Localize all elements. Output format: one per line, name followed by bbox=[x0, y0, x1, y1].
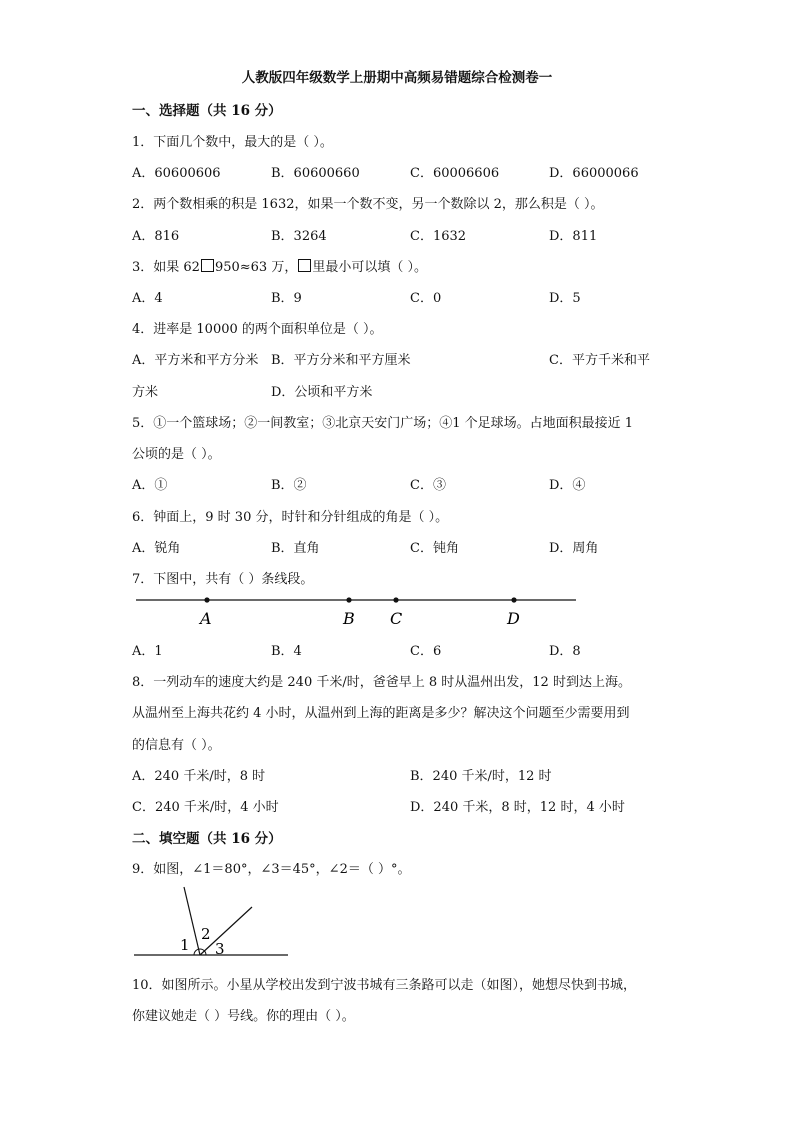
q3-text-part2: 950≈63 万， bbox=[214, 260, 298, 275]
q4-option-a: A．平方米和平方分米 bbox=[132, 353, 259, 368]
blank-box-icon bbox=[201, 259, 214, 272]
q3-text-part3: 里最小可以填（ ）。 bbox=[312, 260, 427, 275]
point-d-label: D bbox=[507, 609, 520, 628]
q7-option-b: B．4 bbox=[271, 644, 302, 659]
q7-option-a: A．1 bbox=[132, 644, 163, 659]
q7-option-d: D．8 bbox=[549, 644, 581, 659]
q6-option-b: B．直角 bbox=[271, 541, 320, 556]
q2-option-a: A．816 bbox=[132, 229, 180, 244]
point-b-dot bbox=[346, 597, 351, 602]
point-c-label: C bbox=[390, 609, 403, 628]
q5-option-b: B．② bbox=[271, 478, 307, 493]
q2-option-d: D．811 bbox=[549, 229, 598, 244]
question-7: 7．下图中，共有（ ）条线段。 bbox=[132, 572, 314, 587]
question-10-line1: 10．如图所示。小星从学校出发到宁波书城有三条路可以走（如图），她想尽快到书城， bbox=[132, 978, 637, 993]
q6-option-a: A．锐角 bbox=[132, 541, 181, 556]
question-5-line1: 5．①一个篮球场；②一间教室；③北京天安门广场；④1 个足球场。占地面积最接近 1 bbox=[132, 416, 634, 431]
q2-option-c: C．1632 bbox=[410, 229, 467, 244]
q7-option-c: C．6 bbox=[410, 644, 442, 659]
question-9: 9．如图，∠1＝80°，∠3＝45°，∠2＝（ ）°。 bbox=[132, 862, 411, 877]
q8-option-c: C．240 千米/时，4 小时 bbox=[132, 800, 279, 815]
question-2: 2．两个数相乘的积是 1632，如果一个数不变，另一个数除以 2，那么积是（ ）。 bbox=[132, 197, 604, 212]
point-a-dot bbox=[204, 597, 209, 602]
q3-option-d: D．5 bbox=[549, 291, 581, 306]
question-8-line1: 8．一列动车的速度大约是 240 千米/时，爸爸早上 8 时从温州出发，12 时到达上海。 bbox=[132, 675, 631, 690]
angle-2-label: 2 bbox=[201, 925, 211, 943]
q8-option-b: B．240 千米/时，12 时 bbox=[410, 769, 552, 784]
question-4: 4．进率是 10000 的两个面积单位是（ ）。 bbox=[132, 322, 383, 337]
q5-option-d: D．④ bbox=[549, 478, 586, 493]
q3-option-c: C．0 bbox=[410, 291, 442, 306]
question-6: 6．钟面上，9 时 30 分，时针和分针组成的角是（ ）。 bbox=[132, 510, 449, 525]
blank-box-icon bbox=[298, 259, 311, 272]
q2-option-b: B．3264 bbox=[271, 229, 327, 244]
q4-option-c: C．平方千米和平 bbox=[549, 353, 650, 368]
q4-option-c-wrap: 方米 bbox=[132, 385, 159, 400]
point-a-label: A bbox=[200, 609, 212, 628]
q3-option-b: B．9 bbox=[271, 291, 302, 306]
q8-option-d: D．240 千米，8 时，12 时，4 小时 bbox=[410, 800, 625, 815]
q5-option-a: A．① bbox=[132, 478, 168, 493]
q4-option-b: B．平方分米和平方厘米 bbox=[271, 353, 411, 368]
q6-option-c: C．钝角 bbox=[410, 541, 459, 556]
q3-option-a: A．4 bbox=[132, 291, 163, 306]
question-1: 1．下面几个数中，最大的是（ ）。 bbox=[132, 135, 333, 150]
q1-option-d: D．66000066 bbox=[549, 166, 639, 181]
point-d-dot bbox=[511, 597, 516, 602]
section-heading-fill: 二、填空题（共 16 分） bbox=[132, 831, 282, 847]
section-heading-choice: 一、选择题（共 16 分） bbox=[132, 103, 282, 119]
angle-1-label: 1 bbox=[180, 936, 190, 954]
q1-option-b: B．60600660 bbox=[271, 166, 360, 181]
question-8-line2: 从温州至上海共花约 4 小时，从温州到上海的距离是多少？解决这个问题至少需要用到 bbox=[132, 706, 630, 721]
angle-figure bbox=[130, 883, 292, 963]
q1-option-c: C．60006606 bbox=[410, 166, 500, 181]
angle-3-label: 3 bbox=[215, 940, 225, 958]
q8-option-a: A．240 千米/时，8 时 bbox=[132, 769, 266, 784]
q3-text-part1: 3．如果 62 bbox=[132, 260, 200, 275]
q1-option-a: A．60600606 bbox=[132, 166, 221, 181]
point-b-label: B bbox=[343, 609, 355, 628]
q5-option-c: C．③ bbox=[410, 478, 446, 493]
q6-option-d: D．周角 bbox=[549, 541, 599, 556]
point-c-dot bbox=[393, 597, 398, 602]
q4-option-d: D．公顷和平方米 bbox=[271, 385, 373, 400]
question-5-line2: 公顷的是（ ）。 bbox=[132, 447, 221, 462]
question-8-line3: 的信息有（ ）。 bbox=[132, 738, 221, 753]
line-segment-figure bbox=[130, 588, 580, 632]
page-title: 人教版四年级数学上册期中高频易错题综合检测卷一 bbox=[241, 70, 553, 86]
question-3 bbox=[132, 256, 427, 275]
question-10-line2: 你建议她走（ ）号线。你的理由（ ）。 bbox=[132, 1009, 355, 1024]
